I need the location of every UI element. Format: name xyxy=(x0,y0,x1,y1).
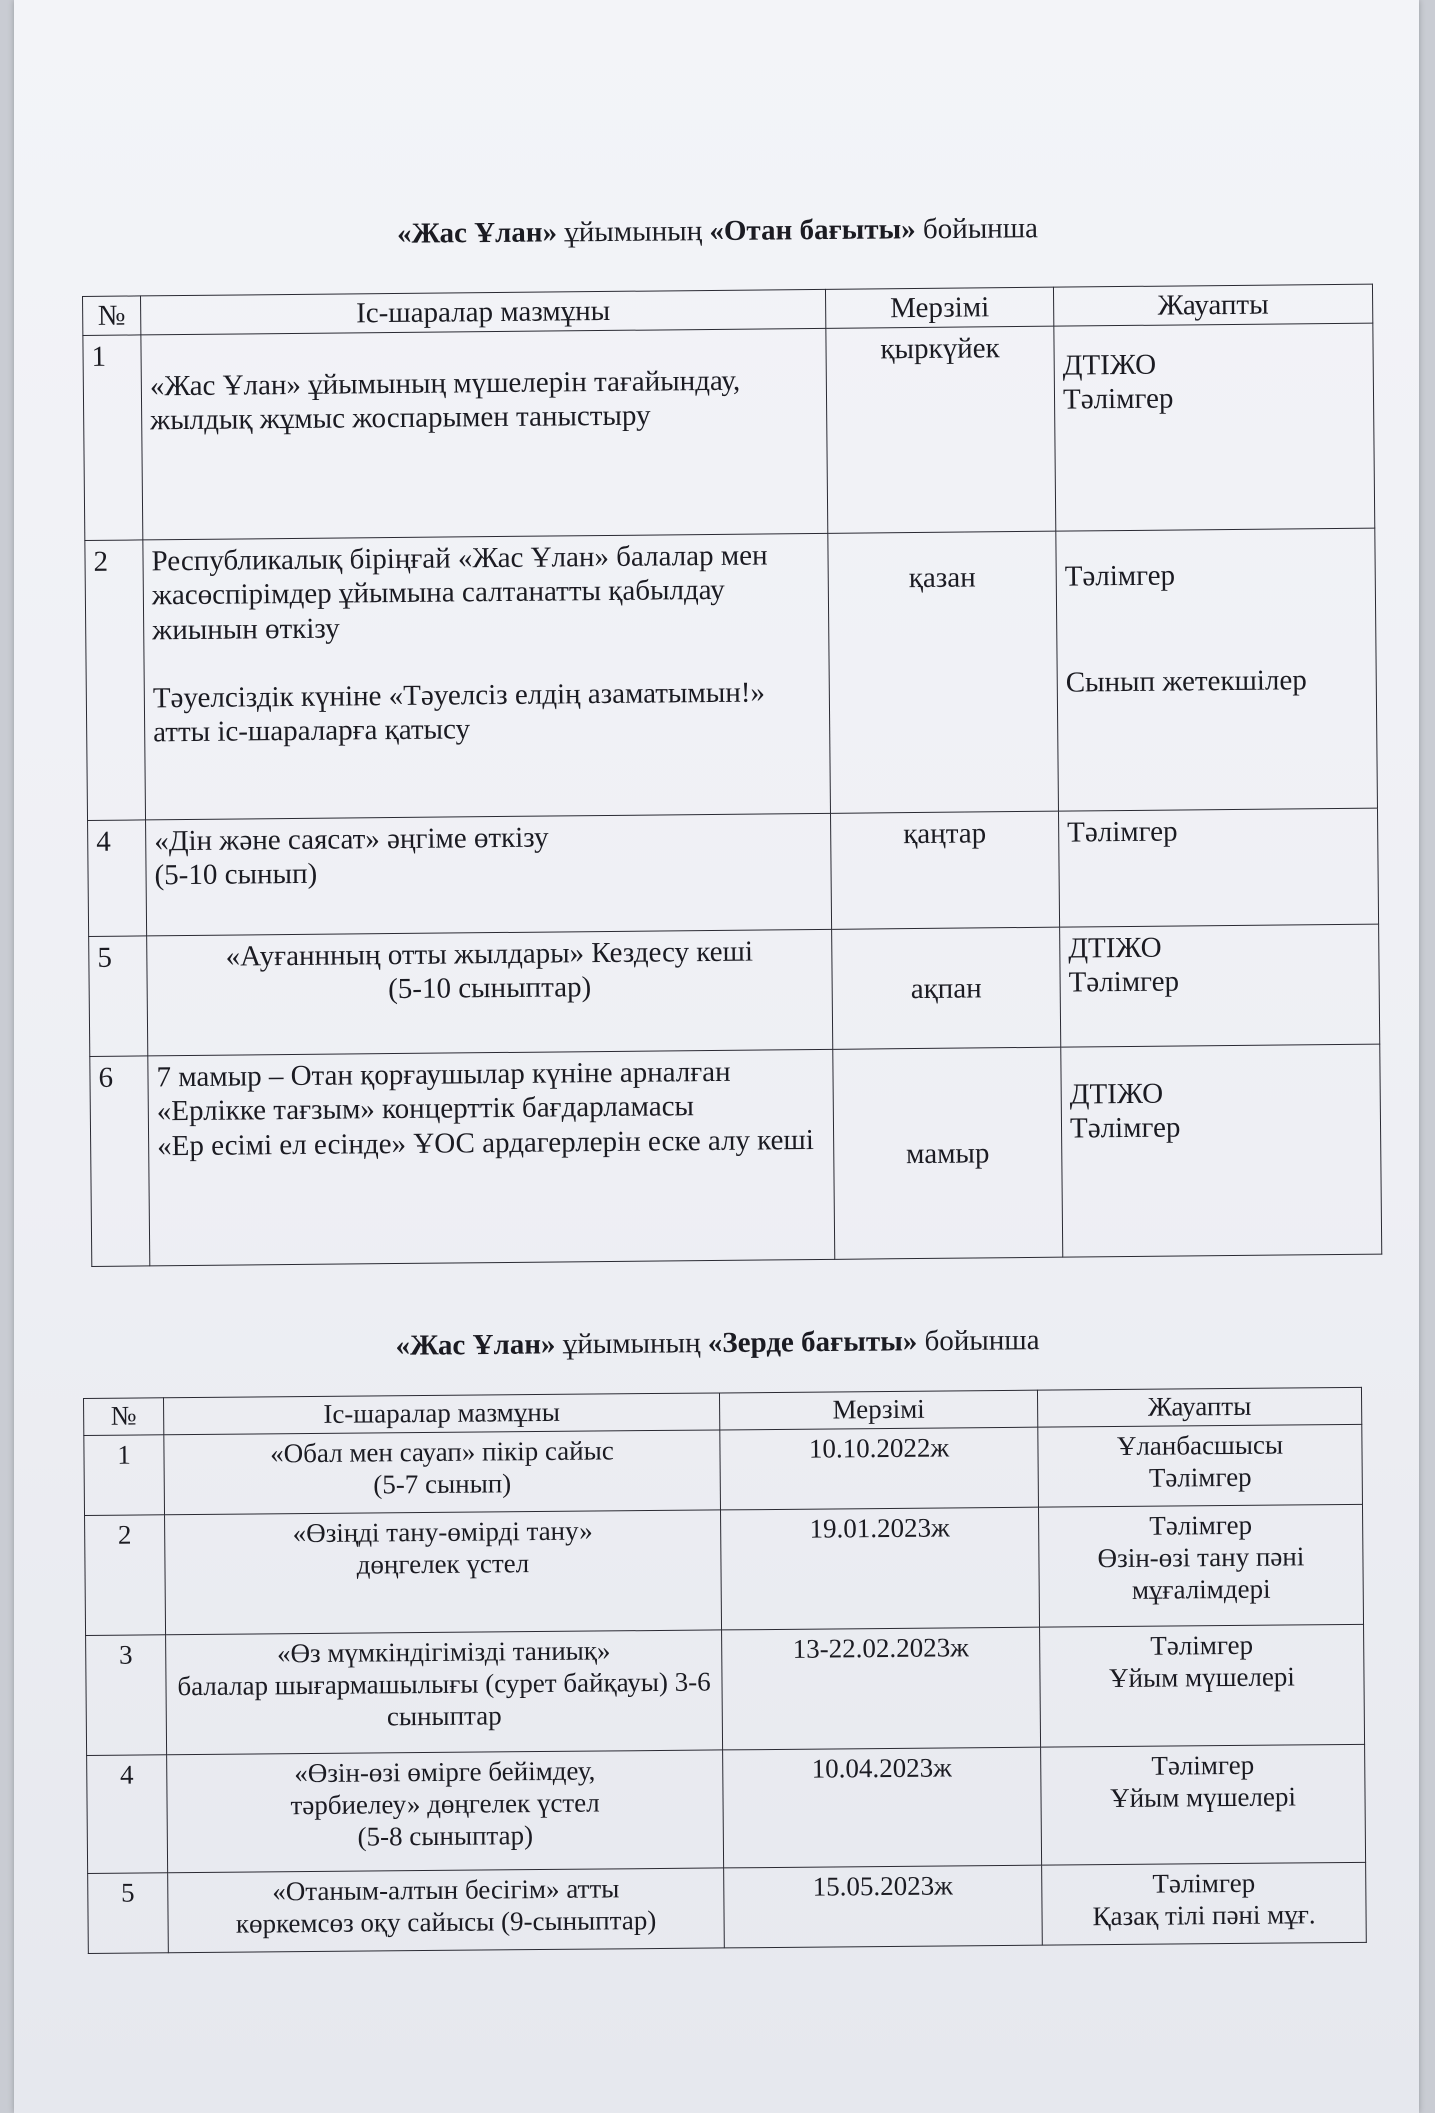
row-responsible xyxy=(1056,528,1378,811)
row-content: «Отаным-алтын бесігім» атты көркемсөз оқу сайысы (9-сыныптар) xyxy=(168,1868,725,1953)
row-responsible: Тәлімгер Ұйым мүшелері xyxy=(1040,1624,1365,1747)
plan-table-otan xyxy=(82,284,1382,1268)
title-direction: «Отан бағыты» xyxy=(709,213,916,248)
row-term: қыркүйек xyxy=(826,326,1056,533)
header-term: Мерзімі xyxy=(719,1390,1037,1430)
row-term: 10.10.2022ж xyxy=(720,1427,1039,1510)
row-term: 13-22.02.2023ж xyxy=(722,1627,1041,1750)
row-responsible: Тәлімгер Ұйым мүшелері xyxy=(1041,1744,1366,1865)
row-responsible: Тәлімгер xyxy=(1058,808,1378,927)
row-num: 1 xyxy=(83,335,143,541)
row-content: «Өзіңді тану-өмірді тану» дөңгелек үстел xyxy=(165,1510,722,1635)
row-term: 15.05.2023ж xyxy=(724,1865,1043,1948)
row-responsible-part1: Тәлімгер xyxy=(1064,559,1176,593)
table-row xyxy=(89,924,1380,1056)
table-row xyxy=(86,1624,1365,1755)
header-responsible: Жауапты xyxy=(1053,284,1372,326)
row-term: қаңтар xyxy=(831,811,1060,929)
title-mid: ұйымының xyxy=(556,215,710,249)
title-org: «Жас Ұлан» xyxy=(395,1328,556,1362)
row-num: 2 xyxy=(85,1515,166,1636)
row-responsible: Ұланбасшысы Тәлімгер xyxy=(1038,1424,1363,1507)
header-content: Іс-шаралар мазмұны xyxy=(164,1393,720,1435)
row-content: «Жас Ұлан» ұйымының мүшелерін тағайындау, жылдық жұмыс жоспарымен таныстыру xyxy=(141,329,828,541)
row-num: 3 xyxy=(86,1635,167,1756)
row-num: 4 xyxy=(88,820,147,937)
table-row xyxy=(85,1504,1364,1635)
row-term: қазан xyxy=(828,531,1059,813)
title-tail: бойынша xyxy=(915,212,1039,246)
row-content xyxy=(143,534,831,821)
table-row xyxy=(88,808,1379,936)
row-num: 1 xyxy=(84,1435,165,1516)
row-term: мамыр xyxy=(833,1047,1063,1259)
plan-table-zerde xyxy=(83,1387,1367,1954)
row-responsible: Тәлімгер Өзін-өзі тану пәні мұғалімдері xyxy=(1038,1504,1363,1627)
row-responsible: ДТІЖО Тәлімгер xyxy=(1061,1044,1382,1257)
table-row xyxy=(88,1862,1367,1953)
row-term: 19.01.2023ж xyxy=(720,1507,1039,1630)
row-content-part2: Тәуелсіздік күніне «Тәуелсіз елдің азаматымын!» атты іс-шараларға қатысу xyxy=(152,676,766,749)
table-row xyxy=(90,1044,1382,1266)
title-mid: ұйымының xyxy=(555,1327,708,1361)
row-content: 7 мамыр – Отан қорғаушылар күніне арналған «Ерлікке тағзым» концерттік бағдарламасы «Ер есімі ел есінде» ҰОС ардагерлерін еске алу кеші xyxy=(148,1050,835,1267)
row-num: 4 xyxy=(87,1755,168,1874)
row-content: «Өзін-өзі өмірге бейімдеу, тәрбиелеу» дөңгелек үстел (5-8 сыныптар) xyxy=(167,1750,724,1873)
title-tail: бойынша xyxy=(917,1324,1040,1358)
row-num: 6 xyxy=(90,1056,150,1267)
table-row xyxy=(87,1744,1366,1873)
title-org: «Жас Ұлан» xyxy=(396,216,558,250)
row-content-part1: Республикалық біріңғай «Жас Ұлан» балалар мен жасөспірімдер ұйымына салтанатты қабылдау жиынын өткізу xyxy=(151,539,768,646)
table-row xyxy=(83,323,1375,540)
header-num: № xyxy=(84,1398,164,1436)
row-responsible: ДТІЖО Тәлімгер xyxy=(1060,924,1380,1047)
row-content: «Обал мен сауап» пікір сайыс (5-7 сынып) xyxy=(164,1430,721,1515)
row-num: 2 xyxy=(85,540,146,821)
table-row xyxy=(85,528,1378,820)
row-content: «Дін және саясат» әңгіме өткізу (5-10 сынып) xyxy=(146,814,832,937)
row-term: ақпан xyxy=(832,927,1061,1049)
row-responsible-part2: Сынып жетекшілер xyxy=(1065,664,1307,700)
row-content: «Өз мүмкіндігімізді таниық» балалар шығармашылығы (сурет байқауы) 3-6 сыныптар xyxy=(166,1630,723,1755)
row-term: 10.04.2023ж xyxy=(723,1747,1042,1868)
row-responsible: ДТІЖО Тәлімгер xyxy=(1054,323,1375,531)
row-num: 5 xyxy=(89,936,148,1057)
header-responsible: Жауапты xyxy=(1037,1387,1361,1427)
row-content: «Ауғаннның отты жылдары» Кездесу кеші (5-10 сыныптар) xyxy=(147,930,833,1057)
title-direction: «Зерде бағыты» xyxy=(707,1325,918,1360)
header-content: Іс-шаралар мазмұны xyxy=(141,289,826,335)
header-term: Мерзімі xyxy=(825,287,1053,328)
table-row xyxy=(84,1424,1363,1515)
row-responsible: Тәлімгер Қазақ тілі пәні мұғ. xyxy=(1042,1862,1367,1945)
header-num: № xyxy=(83,296,141,336)
row-num: 5 xyxy=(88,1873,169,1954)
